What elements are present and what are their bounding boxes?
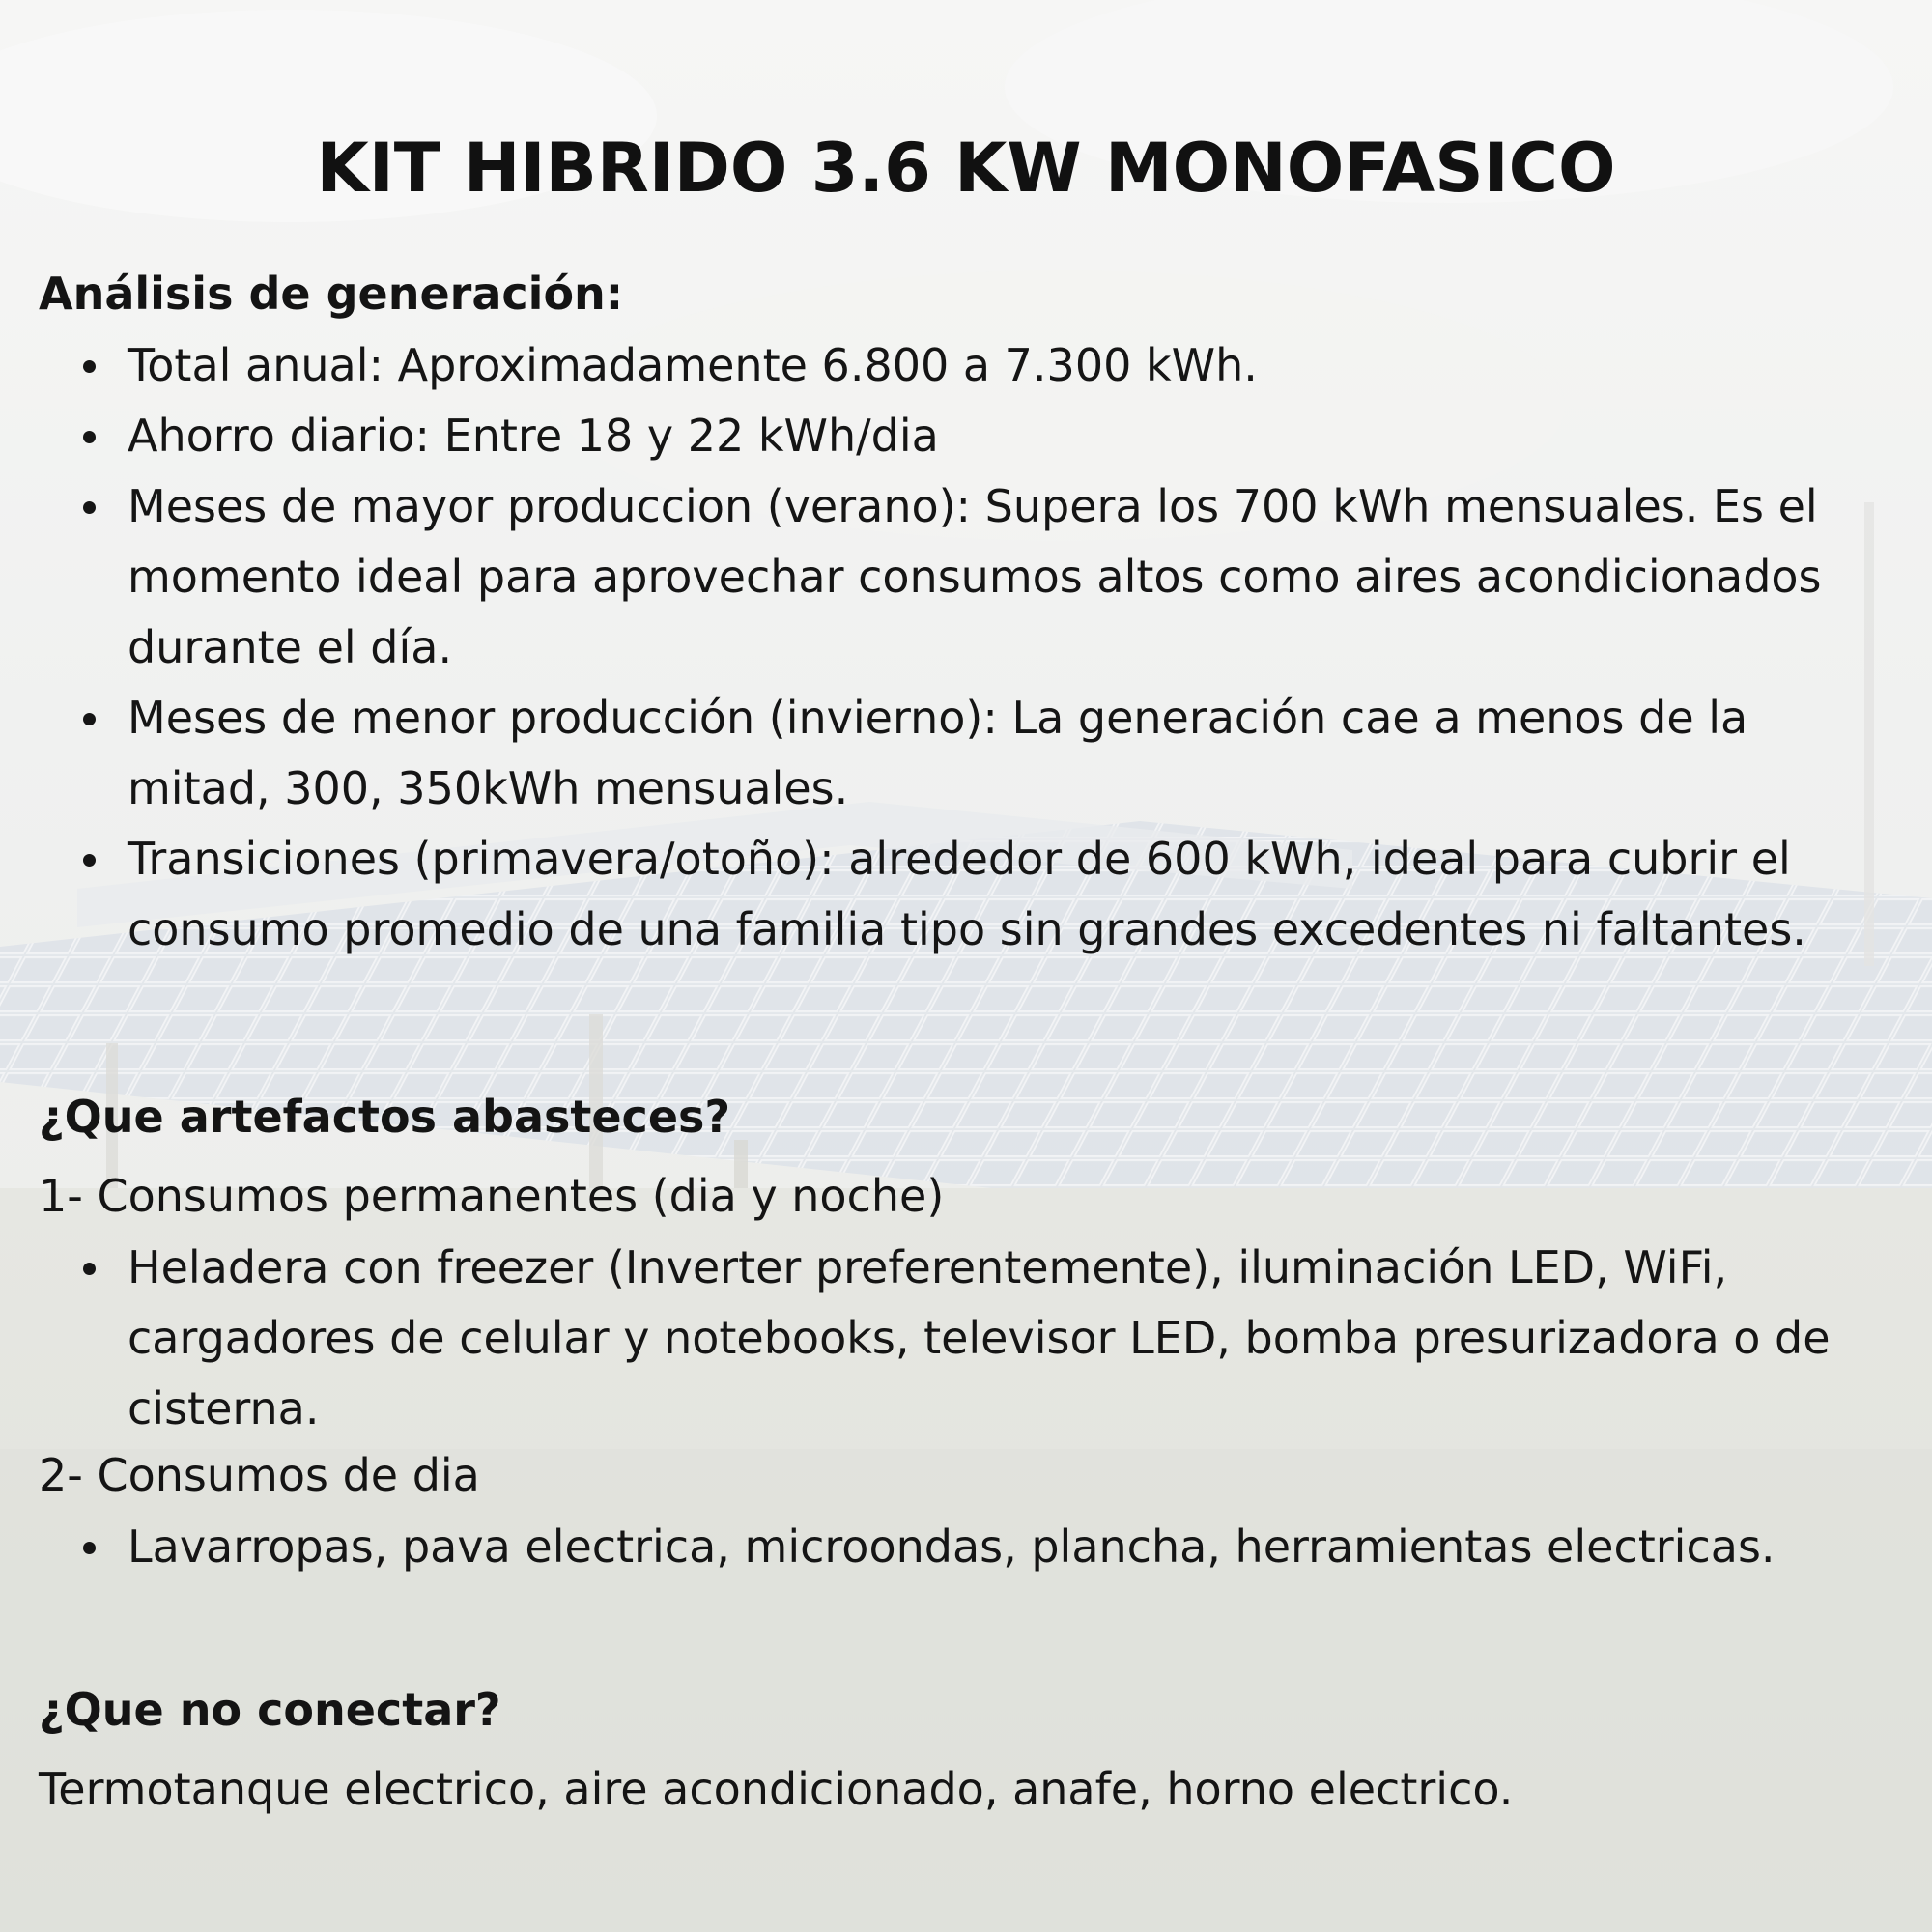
bullet-icon	[83, 1263, 96, 1275]
list-item: Transiciones (primavera/otoño): alrededor de 600 kWh, ideal para cubrir el consumo promedio de una familia tipo sin grandes excedentes ni faltantes.	[128, 824, 1893, 965]
list-item: Heladera con freezer (Inverter preferentemente), iluminación LED, WiFi, cargadores de celular y notebooks, televisor LED, bomba presurizadora o de cisterna.	[128, 1233, 1893, 1444]
permanent-consumption-title: 1- Consumos permanentes (dia y noche)	[39, 1170, 945, 1222]
do-not-connect-heading: ¿Que no conectar?	[39, 1684, 501, 1736]
list-item: Meses de mayor produccion (verano): Supera los 700 kWh mensuales. Es el momento ideal para aprovechar consumos altos como aires acondicionados durante el día.	[128, 471, 1893, 683]
bullet-icon	[83, 713, 96, 725]
generation-analysis-list	[39, 330, 1893, 965]
list-item: Ahorro diario: Entre 18 y 22 kWh/dia	[128, 401, 1893, 471]
generation-analysis-heading: Análisis de generación:	[39, 268, 624, 320]
list-item: Total anual: Aproximadamente 6.800 a 7.300 kWh.	[128, 330, 1893, 401]
generation-analysis-section	[39, 263, 1893, 965]
do-not-connect-text: Termotanque electrico, aire acondicionado, anafe, horno electrico.	[39, 1763, 1514, 1815]
appliances-heading: ¿Que artefactos abasteces?	[39, 1091, 731, 1143]
bullet-icon	[83, 501, 96, 514]
daytime-consumption-title: 2- Consumos de dia	[39, 1449, 480, 1501]
daytime-consumption-list	[39, 1512, 1893, 1582]
do-not-connect-section	[39, 1679, 1893, 1820]
page-title: KIT HIBRIDO 3.6 KW MONOFASICO	[316, 128, 1616, 208]
appliances-section	[39, 1086, 1893, 1582]
bullet-icon	[83, 431, 96, 443]
list-item: Meses de menor producción (invierno): La generación cae a menos de la mitad, 300, 350kWh mensuales.	[128, 683, 1893, 824]
bullet-icon	[83, 360, 96, 373]
list-item: Lavarropas, pava electrica, microondas, plancha, herramientas electricas.	[128, 1512, 1893, 1582]
bullet-icon	[83, 854, 96, 867]
permanent-consumption-list	[39, 1233, 1893, 1444]
bullet-icon	[83, 1542, 96, 1554]
